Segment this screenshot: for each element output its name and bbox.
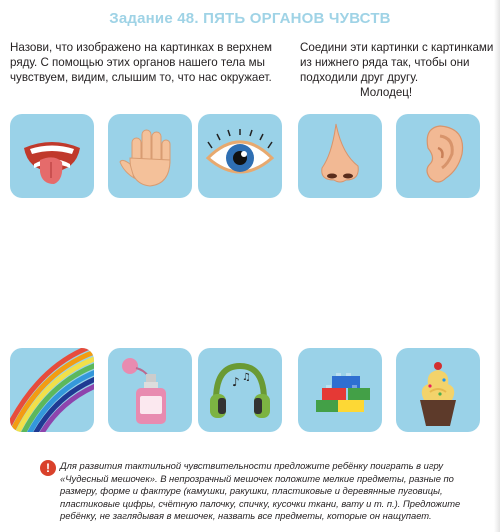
- task-number: Задание 48.: [109, 10, 199, 27]
- task-title: [0, 10, 500, 27]
- headphones-icon: [198, 348, 282, 432]
- picture-lego[interactable]: [298, 348, 382, 432]
- picture-hand[interactable]: [108, 114, 192, 198]
- picture-headphones[interactable]: [198, 348, 282, 432]
- praise-text: Молодец!: [360, 86, 413, 99]
- parent-note: Для развития тактильной чувствительности предложите ребёнку поиграть в игру «Чудесный мешочек». В непрозрачный мешочек положите мелкие предметы, разные по размеру, форме и фактуре (камушки, ракушки, пластиковые и деревянные пуговицы, пластиковые цифры, счётную палочку, спичку, кусочки ткани, вату и т. п.). Предложите ребёнку, не заглядывая в мешочек, назвать все предметы, которые он нащупает.: [60, 460, 461, 522]
- instruction-left: Назови, что изображено на картинках в верхнем ряду. С помощью этих органов нашего тела мы чувствуем, видим, слышим то, что нас окружает.: [10, 41, 273, 84]
- rainbow-icon: [10, 348, 94, 432]
- instruction-right: Соедини эти картинки с картинками из нижнего ряда так, чтобы они подходили друг другу.: [300, 41, 494, 84]
- page-edge: [494, 0, 500, 532]
- task-heading: ПЯТЬ ОРГАНОВ ЧУВСТВ: [203, 10, 391, 27]
- nose-icon: [298, 114, 382, 198]
- picture-nose[interactable]: [298, 114, 382, 198]
- svg-text:♪: ♪: [232, 375, 240, 389]
- picture-rainbow[interactable]: [10, 348, 94, 432]
- perfume-bottle-icon: [108, 348, 192, 432]
- picture-mouth[interactable]: [10, 114, 94, 198]
- eye-icon: [198, 114, 282, 198]
- svg-text:♫: ♫: [242, 372, 251, 383]
- picture-cupcake[interactable]: [396, 348, 480, 432]
- picture-eye[interactable]: [198, 114, 282, 198]
- lego-bricks-icon: [298, 348, 382, 432]
- picture-perfume[interactable]: [108, 348, 192, 432]
- picture-ear[interactable]: [396, 114, 480, 198]
- mouth-icon: [10, 114, 94, 198]
- cupcake-icon: [396, 348, 480, 432]
- warning-icon: !: [40, 460, 56, 476]
- hand-icon: [108, 114, 192, 198]
- ear-icon: [396, 114, 480, 198]
